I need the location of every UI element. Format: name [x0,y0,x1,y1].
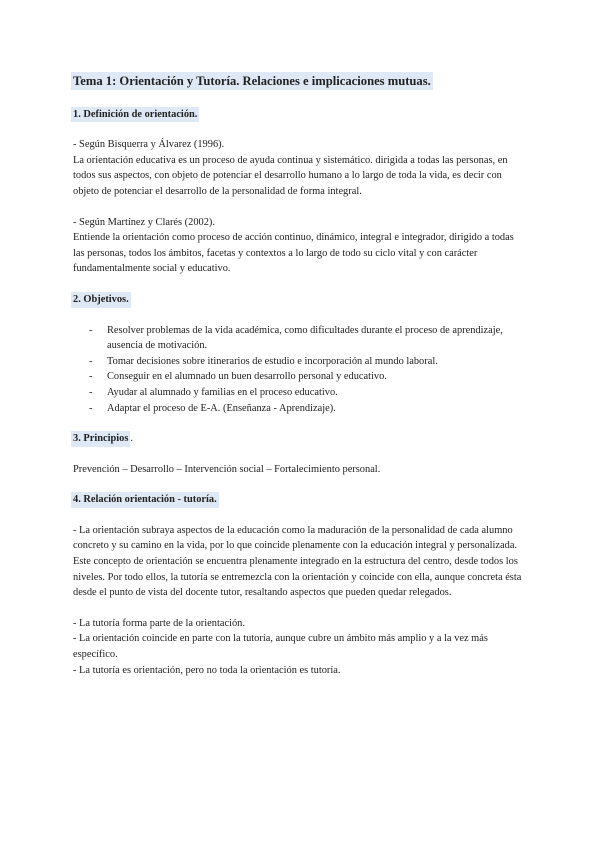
heading-period: . [130,433,134,445]
bullet-marker: - [89,402,93,414]
document-title: Tema 1: Orientación y Tutoría. Relaciones e implicaciones mutuas. [73,74,431,88]
definition-paragraph-2: Entiende la orientación como proceso de acción continuo, dinámico, integral e integrador, dirigido a todas las personas, todos los ámbitos, facetas y contextos a lo largo de todo su ciclo vital y con carácter fundamentalmente social y educativo. [73,232,514,275]
section-heading-principles: 3. Principios [71,431,130,447]
bullet-marker: - [89,324,93,336]
list-item [73,354,523,370]
list-item-text: Ayudar al alumnado y familias en el proceso educativo. [107,386,338,398]
list-item [73,369,523,385]
definition-paragraph-1: La orientación educativa es un proceso de ayuda continua y sistemático. dirigida a todas las personas, en todos sus aspectos, con objeto de potenciar el desarrollo humano a lo largo de toda la vida, es decir con objeto de potenciar el desarrollo de la personalidad de forma integral. [73,154,508,197]
list-item-text: Conseguir en el alumnado un buen desarrollo personal y educativo. [107,371,387,383]
bullet-marker: - [89,371,93,383]
relation-paragraph: - La orientación subraya aspectos de la educación como la maduración de la personalidad de cada alumno concreto y su camino en la vida, por lo que coincide plenamente con la educación integral y personalizada. Este concepto de orientación se encuentra plenamente integrado en la estructura del centro, desde todos los niveles. Por todo ellos, la tutoría se entremezcla con la orientación y coincide con ella, aunque concreta ésta desde el punto de vista del docente tutor, resaltando aspectos que pueden quedar relegados. [73,524,522,599]
list-item-text: Adaptar el proceso de E-A. (Enseñanza - Aprendizaje). [107,402,336,414]
document-body [73,72,523,678]
relation-point-2: - La orientación coincide en parte con la tutoría, aunque cubre un ámbito más amplio y a la vez más específico. [73,633,488,661]
list-item-text: Resolver problemas de la vida académica, como dificultades durante el proceso de aprendizaje, ausencia de motivación. [107,324,503,352]
list-item-text: Tomar decisiones sobre itinerarios de estudio e incorporación al mundo laboral. [107,355,438,367]
section-heading-objectives: 2. Objetivos. [71,292,131,308]
principles-text: Prevención – Desarrollo – Intervención social – Fortalecimiento personal. [73,463,381,475]
bullet-marker: - [89,386,93,398]
objectives-list [73,323,523,417]
list-item [73,385,523,401]
source-martinez: - Según Martínez y Clarés (2002). [73,216,215,228]
relation-point-1: - La tutoría forma parte de la orientación. [73,617,245,629]
section-heading-relation: 4. Relación orientación - tutoría. [71,492,219,508]
section-heading-definition: 1. Definición de orientación. [71,107,199,123]
source-bisquerra: - Según Bisquerra y Álvarez (1996). [73,139,225,151]
bullet-marker: - [89,355,93,367]
list-item [73,323,523,354]
list-item [73,401,523,417]
relation-point-3: - La tutoría es orientación, pero no toda la orientación es tutoría. [73,664,341,676]
